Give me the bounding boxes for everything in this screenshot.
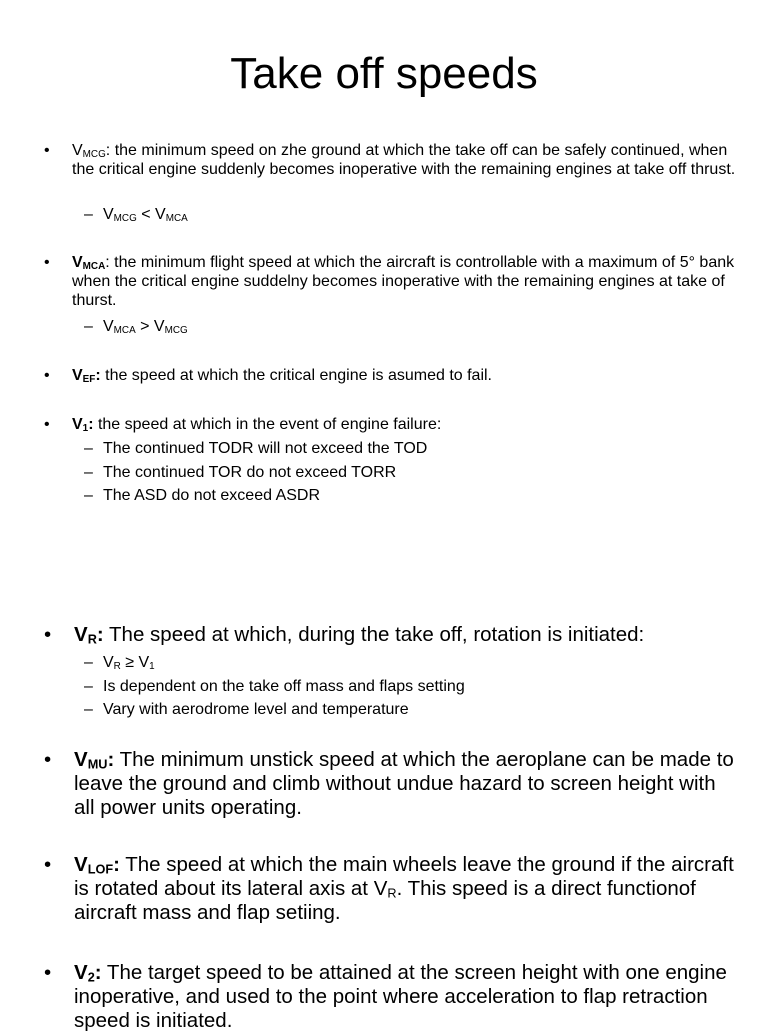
item-text: $V_2$: The target speed to be attained at the screen height with one engine inoperative, and used to the point where acceleration to flap retraction speed is initiated. — [74, 961, 727, 1032]
dash: – — [84, 487, 93, 504]
item-text: $V_{MCA}$: the minimum flight speed at which the aircraft is controllable with a maximum of 5° bank when the critical engine suddelny becomes inoperative with the remaining engines at take of thurst. — [72, 254, 735, 309]
item-text: $V_{EF}$: the speed at which the critical engine is asumed to fail. — [72, 367, 492, 385]
dash: – — [84, 701, 93, 718]
bullet: • — [44, 367, 50, 384]
dash: – — [84, 654, 93, 671]
bullet: • — [44, 853, 52, 876]
dash: – — [84, 206, 93, 223]
bullet: • — [44, 142, 50, 159]
item-text: $V_{MU}$: The minimum unstick speed at which the aeroplane can be made to leave the ground and climb without undue hazard to screen height with all power units operating. — [74, 748, 734, 819]
item-text: $V_{MCG}$: the minimum speed on zhe ground at which the take off can be safely continued, when the critical engine suddenly becomes inoperative with the remaining engines at take off thrust. — [72, 142, 736, 178]
item-text: $V_{LOF}$: The speed at which the main wheels leave the ground if the aircraft is rotated about its lateral axis at $V_R$. This speed is a direct functionof aircraft mass and flap setiing. — [74, 853, 734, 924]
item-text: $V_1$: the speed at which in the event of engine failure: — [72, 416, 442, 434]
bullet: • — [44, 254, 50, 271]
bullet: • — [44, 748, 52, 771]
dash: – — [84, 318, 93, 335]
bullet: • — [44, 623, 52, 646]
bullet: • — [44, 961, 52, 984]
item-text: $V_R$: The speed at which, during the take off, rotation is initiated: — [74, 623, 645, 647]
dash: – — [84, 678, 93, 695]
dash: – — [84, 464, 93, 481]
page-title: Take off speeds — [230, 49, 538, 98]
dash: – — [84, 440, 93, 457]
bullet: • — [44, 416, 50, 433]
